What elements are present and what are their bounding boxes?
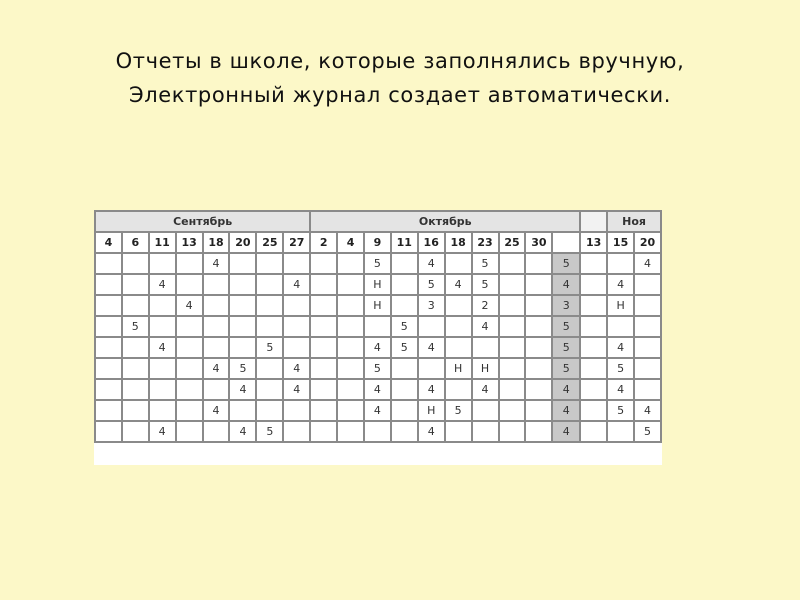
grade-cell[interactable] xyxy=(176,337,203,358)
grade-cell[interactable]: 4 xyxy=(607,274,634,295)
grade-cell[interactable]: 4 xyxy=(418,379,445,400)
student-row xyxy=(95,421,661,442)
grade-cell[interactable] xyxy=(122,358,149,379)
day-header: 2 xyxy=(310,232,337,253)
grade-cell[interactable]: Н xyxy=(607,295,634,316)
grade-table xyxy=(94,210,662,443)
day-header: 30 xyxy=(525,232,552,253)
student-row xyxy=(95,316,661,337)
grade-cell[interactable]: 5 xyxy=(418,274,445,295)
grade-cell[interactable] xyxy=(634,379,661,400)
grade-cell[interactable]: 4 xyxy=(472,316,499,337)
day-header: 11 xyxy=(149,232,176,253)
grade-cell[interactable] xyxy=(283,337,310,358)
grade-cell[interactable] xyxy=(283,295,310,316)
grade-cell[interactable] xyxy=(499,295,526,316)
grade-cell[interactable] xyxy=(203,337,230,358)
grade-cell[interactable]: 4 xyxy=(229,379,256,400)
grade-cell[interactable] xyxy=(122,400,149,421)
student-row xyxy=(95,337,661,358)
grade-cell[interactable] xyxy=(499,379,526,400)
grade-cell[interactable] xyxy=(472,400,499,421)
grade-cell[interactable]: 4 xyxy=(229,421,256,442)
final-grade-cell[interactable]: 5 xyxy=(552,358,580,379)
grade-cell[interactable] xyxy=(283,253,310,274)
grade-cell[interactable] xyxy=(310,337,337,358)
final-grade-cell[interactable]: 3 xyxy=(552,295,580,316)
grade-cell[interactable] xyxy=(256,295,283,316)
day-header: 20 xyxy=(229,232,256,253)
month-header: Ноя xyxy=(607,211,661,232)
grade-cell[interactable]: 4 xyxy=(364,379,391,400)
slide-title xyxy=(0,44,800,112)
grade-cell[interactable] xyxy=(310,295,337,316)
grade-cell[interactable] xyxy=(256,358,283,379)
grade-cell[interactable] xyxy=(499,274,526,295)
grade-cell[interactable] xyxy=(472,337,499,358)
grade-cell[interactable]: 4 xyxy=(283,358,310,379)
final-grade-cell[interactable]: 5 xyxy=(552,337,580,358)
grade-cell[interactable] xyxy=(445,337,472,358)
grade-cell[interactable]: 4 xyxy=(176,295,203,316)
grade-cell[interactable]: 4 xyxy=(634,253,661,274)
grade-cell[interactable] xyxy=(176,358,203,379)
grade-cell[interactable] xyxy=(122,379,149,400)
grade-cell[interactable]: Н xyxy=(418,400,445,421)
grade-cell[interactable]: 5 xyxy=(391,337,418,358)
grade-cell[interactable] xyxy=(418,358,445,379)
grade-cell[interactable] xyxy=(310,421,337,442)
grade-cell[interactable] xyxy=(149,295,176,316)
grade-cell[interactable]: 5 xyxy=(634,421,661,442)
grade-cell[interactable] xyxy=(391,379,418,400)
grade-cell[interactable] xyxy=(391,358,418,379)
day-header: 13 xyxy=(580,232,607,253)
grade-cell[interactable] xyxy=(149,400,176,421)
grade-cell[interactable] xyxy=(176,400,203,421)
grade-cell[interactable] xyxy=(499,400,526,421)
grade-cell[interactable] xyxy=(418,316,445,337)
day-header: 4 xyxy=(95,232,122,253)
grade-cell[interactable]: 4 xyxy=(634,400,661,421)
day-header: 4 xyxy=(337,232,364,253)
final-grade-cell[interactable]: 4 xyxy=(552,274,580,295)
grade-cell[interactable]: 4 xyxy=(607,337,634,358)
grade-cell[interactable] xyxy=(391,274,418,295)
grade-cell[interactable] xyxy=(149,316,176,337)
grade-cell[interactable] xyxy=(580,253,607,274)
grade-cell[interactable] xyxy=(203,316,230,337)
grade-cell[interactable] xyxy=(176,421,203,442)
grade-cell[interactable]: 5 xyxy=(607,400,634,421)
final-grade-cell[interactable]: 4 xyxy=(552,379,580,400)
student-row xyxy=(95,295,661,316)
grade-cell[interactable]: 4 xyxy=(418,253,445,274)
grade-cell[interactable] xyxy=(310,400,337,421)
grade-cell[interactable] xyxy=(176,274,203,295)
grade-cell[interactable] xyxy=(499,421,526,442)
grade-cell[interactable] xyxy=(525,358,552,379)
grade-cell[interactable] xyxy=(283,421,310,442)
grade-cell[interactable] xyxy=(283,316,310,337)
grade-cell[interactable]: 4 xyxy=(203,358,230,379)
grade-cell[interactable]: 5 xyxy=(122,316,149,337)
grade-cell[interactable]: 5 xyxy=(607,358,634,379)
day-header: 6 xyxy=(122,232,149,253)
grade-cell[interactable] xyxy=(310,358,337,379)
grade-cell[interactable] xyxy=(229,316,256,337)
grade-cell[interactable] xyxy=(499,316,526,337)
day-header: 13 xyxy=(176,232,203,253)
grade-cell[interactable] xyxy=(95,274,122,295)
grade-cell[interactable]: 5 xyxy=(472,253,499,274)
grade-cell[interactable] xyxy=(525,274,552,295)
grade-cell[interactable] xyxy=(499,253,526,274)
grade-cell[interactable] xyxy=(499,337,526,358)
grade-cell[interactable]: 5 xyxy=(445,400,472,421)
month-header-row xyxy=(95,211,661,232)
grade-cell[interactable] xyxy=(634,274,661,295)
grade-cell[interactable]: Н xyxy=(364,274,391,295)
grade-cell[interactable] xyxy=(580,421,607,442)
grade-cell[interactable] xyxy=(445,316,472,337)
grade-cell[interactable] xyxy=(525,295,552,316)
grade-cell[interactable]: 4 xyxy=(418,421,445,442)
day-header: 11 xyxy=(391,232,418,253)
grade-cell[interactable] xyxy=(580,337,607,358)
grade-cell[interactable]: 5 xyxy=(391,316,418,337)
grade-cell[interactable]: 3 xyxy=(418,295,445,316)
grade-cell[interactable] xyxy=(445,421,472,442)
grade-cell[interactable] xyxy=(445,253,472,274)
grade-cell[interactable] xyxy=(95,295,122,316)
grade-cell[interactable] xyxy=(122,337,149,358)
day-header: 23 xyxy=(472,232,499,253)
grade-cell[interactable] xyxy=(634,316,661,337)
grade-cell[interactable] xyxy=(176,253,203,274)
grade-cell[interactable] xyxy=(203,274,230,295)
grade-cell[interactable] xyxy=(634,358,661,379)
day-header: 9 xyxy=(364,232,391,253)
grade-cell[interactable]: Н xyxy=(472,358,499,379)
grade-cell[interactable] xyxy=(256,316,283,337)
grade-cell[interactable] xyxy=(229,253,256,274)
final-grade-cell[interactable]: 5 xyxy=(552,316,580,337)
grade-cell[interactable]: 4 xyxy=(203,400,230,421)
grade-cell[interactable] xyxy=(445,379,472,400)
grade-journal-screenshot xyxy=(94,210,662,465)
grade-cell[interactable] xyxy=(95,421,122,442)
grade-cell[interactable]: 5 xyxy=(256,337,283,358)
grade-cell[interactable] xyxy=(176,316,203,337)
grade-cell[interactable] xyxy=(149,358,176,379)
day-header: 18 xyxy=(445,232,472,253)
day-header: 25 xyxy=(499,232,526,253)
day-header-row xyxy=(95,232,661,253)
grade-cell[interactable] xyxy=(580,274,607,295)
grade-cell[interactable] xyxy=(580,379,607,400)
grade-cell[interactable]: 4 xyxy=(364,400,391,421)
grade-cell[interactable] xyxy=(122,421,149,442)
month-header: Октябрь xyxy=(310,211,580,232)
grade-cell[interactable] xyxy=(122,253,149,274)
grade-cell[interactable] xyxy=(256,253,283,274)
day-header xyxy=(552,232,580,253)
grade-cell[interactable]: 4 xyxy=(149,274,176,295)
grade-cell[interactable]: 4 xyxy=(149,421,176,442)
grade-cell[interactable] xyxy=(122,274,149,295)
slide-title-line-2: Электронный журнал создает автоматически. xyxy=(128,83,671,107)
grade-cell[interactable] xyxy=(607,316,634,337)
day-header: 16 xyxy=(418,232,445,253)
grade-cell[interactable] xyxy=(95,337,122,358)
grade-cell[interactable] xyxy=(337,358,364,379)
grade-cell[interactable] xyxy=(229,400,256,421)
grade-cell[interactable]: 4 xyxy=(283,274,310,295)
grade-cell[interactable]: Н xyxy=(364,295,391,316)
grade-cell[interactable] xyxy=(391,421,418,442)
grade-cell[interactable] xyxy=(391,400,418,421)
grade-cell[interactable] xyxy=(499,358,526,379)
grade-cell[interactable] xyxy=(149,253,176,274)
grade-cell[interactable] xyxy=(337,316,364,337)
grade-cell[interactable] xyxy=(364,421,391,442)
day-header: 15 xyxy=(607,232,634,253)
grade-cell[interactable] xyxy=(364,316,391,337)
student-row xyxy=(95,274,661,295)
student-row xyxy=(95,400,661,421)
grade-cell[interactable] xyxy=(283,400,310,421)
grade-cell[interactable] xyxy=(95,253,122,274)
grade-cell[interactable] xyxy=(310,379,337,400)
slide-title-line-1: Отчеты в школе, которые заполнялись вручную, xyxy=(115,49,685,73)
grade-cell[interactable] xyxy=(337,379,364,400)
grade-cell[interactable]: 4 xyxy=(418,337,445,358)
final-grade-cell[interactable]: 5 xyxy=(552,253,580,274)
grade-cell[interactable]: 5 xyxy=(472,274,499,295)
grade-cell[interactable]: 4 xyxy=(364,337,391,358)
grade-cell[interactable] xyxy=(176,379,203,400)
grade-cell[interactable] xyxy=(337,421,364,442)
grade-cell[interactable]: 5 xyxy=(364,253,391,274)
grade-cell[interactable] xyxy=(229,337,256,358)
grade-cell[interactable] xyxy=(149,379,176,400)
grade-cell[interactable] xyxy=(95,358,122,379)
grade-cell[interactable] xyxy=(525,421,552,442)
grade-cell[interactable] xyxy=(607,253,634,274)
grade-cell[interactable] xyxy=(525,337,552,358)
grade-cell[interactable]: 4 xyxy=(445,274,472,295)
grade-cell[interactable] xyxy=(391,295,418,316)
final-grade-cell[interactable]: 4 xyxy=(552,400,580,421)
student-row xyxy=(95,253,661,274)
grade-cell[interactable] xyxy=(256,400,283,421)
grade-cell[interactable] xyxy=(472,421,499,442)
grade-cell[interactable] xyxy=(256,379,283,400)
grade-cell[interactable] xyxy=(525,379,552,400)
day-header: 18 xyxy=(203,232,230,253)
grade-cell[interactable] xyxy=(95,316,122,337)
grade-cell[interactable]: 5 xyxy=(364,358,391,379)
grade-cell[interactable]: Н xyxy=(445,358,472,379)
grade-cell[interactable] xyxy=(337,400,364,421)
grade-cell[interactable] xyxy=(607,421,634,442)
grade-cell[interactable] xyxy=(634,337,661,358)
grade-cell[interactable] xyxy=(203,295,230,316)
grade-cell[interactable] xyxy=(525,400,552,421)
grade-cell[interactable]: 4 xyxy=(283,379,310,400)
final-grade-cell[interactable]: 4 xyxy=(552,421,580,442)
grade-cell[interactable] xyxy=(310,274,337,295)
day-header: 25 xyxy=(256,232,283,253)
grade-cell[interactable] xyxy=(337,253,364,274)
grade-cell[interactable] xyxy=(203,421,230,442)
grade-cell[interactable] xyxy=(391,253,418,274)
grade-cell[interactable] xyxy=(95,400,122,421)
grade-cell[interactable] xyxy=(337,274,364,295)
grade-cell[interactable] xyxy=(229,295,256,316)
grade-cell[interactable] xyxy=(445,295,472,316)
month-header: Сентябрь xyxy=(95,211,310,232)
grade-cell[interactable] xyxy=(580,295,607,316)
grade-cell[interactable] xyxy=(203,379,230,400)
grade-cell[interactable]: 4 xyxy=(203,253,230,274)
grade-cell[interactable] xyxy=(337,337,364,358)
student-row xyxy=(95,379,661,400)
grade-cell[interactable] xyxy=(580,358,607,379)
grade-cell[interactable] xyxy=(580,316,607,337)
grade-cell[interactable] xyxy=(525,253,552,274)
grade-cell[interactable] xyxy=(634,295,661,316)
grade-cell[interactable] xyxy=(256,274,283,295)
final-grade-header xyxy=(580,211,607,232)
grade-cell[interactable] xyxy=(229,274,256,295)
grade-cell[interactable]: 4 xyxy=(472,379,499,400)
grade-cell[interactable]: 5 xyxy=(229,358,256,379)
grade-cell[interactable]: 5 xyxy=(256,421,283,442)
grade-cell[interactable] xyxy=(95,379,122,400)
grade-cell[interactable] xyxy=(122,295,149,316)
student-row xyxy=(95,358,661,379)
grade-cell[interactable] xyxy=(525,316,552,337)
day-header: 20 xyxy=(634,232,661,253)
day-header: 27 xyxy=(283,232,310,253)
grade-cell[interactable] xyxy=(310,316,337,337)
grade-cell[interactable]: 4 xyxy=(607,379,634,400)
grade-cell[interactable]: 4 xyxy=(149,337,176,358)
grade-cell[interactable]: 2 xyxy=(472,295,499,316)
grade-cell[interactable] xyxy=(580,400,607,421)
grade-cell[interactable] xyxy=(337,295,364,316)
grade-cell[interactable] xyxy=(310,253,337,274)
